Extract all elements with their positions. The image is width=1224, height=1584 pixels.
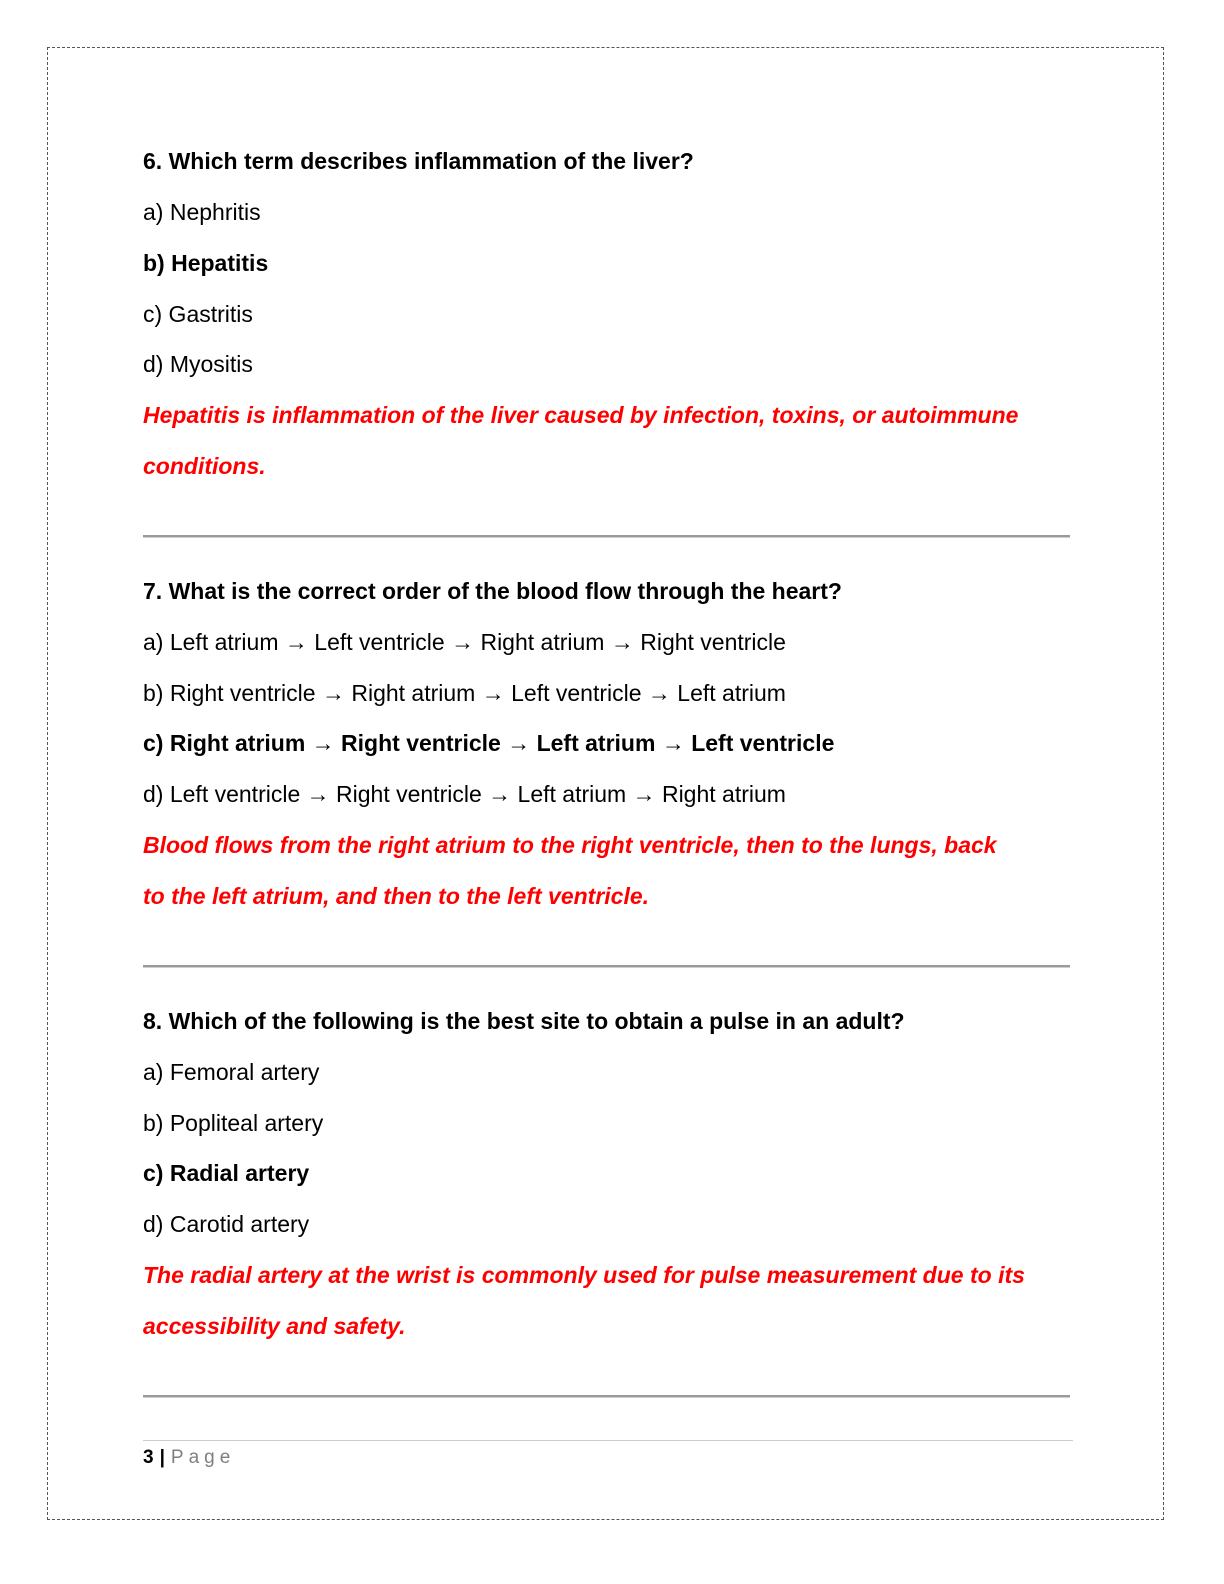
question-text: 6. Which term describes inflammation of the liver? bbox=[143, 148, 694, 174]
explanation-line-1: The radial artery at the wrist is commonly used for pulse measurement due to its bbox=[143, 1262, 1025, 1288]
option-d: d) Myositis bbox=[143, 351, 253, 377]
footer-separator: | bbox=[159, 1447, 165, 1468]
section-divider bbox=[143, 965, 1070, 967]
option-d: d) Carotid artery bbox=[143, 1211, 310, 1237]
explanation-line-1: Hepatitis is inflammation of the liver caused by infection, toxins, or autoimmune bbox=[143, 402, 1019, 428]
option-b-correct: b) Hepatitis bbox=[143, 250, 269, 276]
footer-rule bbox=[143, 1440, 1073, 1441]
explanation-line-2: to the left atrium, and then to the left ventricle. bbox=[143, 883, 650, 909]
option-d: d) Left ventricle → Right ventricle → Left atrium → Right atrium bbox=[143, 781, 786, 807]
option-c-correct: c) Right atrium → Right ventricle → Left atrium → Left ventricle bbox=[143, 730, 835, 756]
page-number: 3 bbox=[143, 1447, 154, 1468]
section-divider bbox=[143, 1395, 1070, 1397]
explanation-line-1: Blood flows from the right atrium to the right ventricle, then to the lungs, back bbox=[143, 832, 997, 858]
option-c-correct: c) Radial artery bbox=[143, 1160, 310, 1186]
page-footer bbox=[143, 1446, 235, 1470]
option-a: a) Nephritis bbox=[143, 199, 261, 225]
option-c: c) Gastritis bbox=[143, 301, 253, 327]
question-text: 8. Which of the following is the best site to obtain a pulse in an adult? bbox=[143, 1008, 905, 1034]
section-divider bbox=[143, 535, 1070, 537]
option-b: b) Popliteal artery bbox=[143, 1110, 324, 1136]
explanation-line-2: accessibility and safety. bbox=[143, 1313, 406, 1339]
option-a: a) Femoral artery bbox=[143, 1059, 320, 1085]
explanation-line-2: conditions. bbox=[143, 453, 266, 479]
page-word: Page bbox=[170, 1447, 236, 1468]
option-a: a) Left atrium → Left ventricle → Right atrium → Right ventricle bbox=[143, 629, 786, 655]
option-b: b) Right ventricle → Right atrium → Left ventricle → Left atrium bbox=[143, 680, 786, 706]
question-text: 7. What is the correct order of the blood flow through the heart? bbox=[143, 578, 842, 604]
